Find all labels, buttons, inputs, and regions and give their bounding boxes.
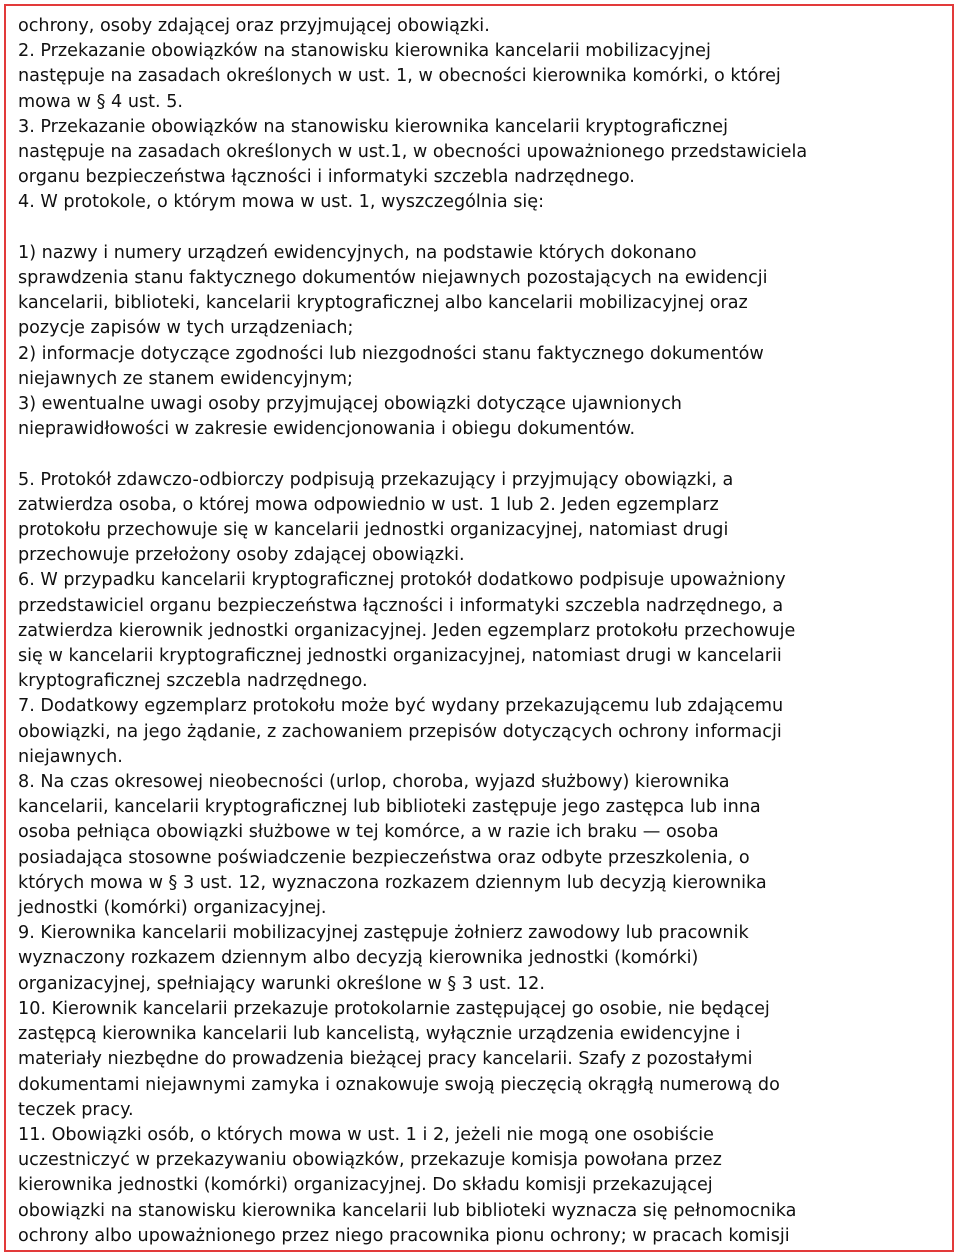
text-line: osoba pełniąca obowiązki służbowe w tej komórce, a w razie ich braku — osoba <box>18 822 719 843</box>
paragraph-p4 <box>18 190 948 215</box>
text-line: mowa w § 4 ust. 5. <box>18 91 184 112</box>
text-line: organizacyjnej, spełniający warunki określone w § 3 ust. 12. <box>18 973 545 994</box>
text-line: 7. Dodatkowy egzemplarz protokołu może być wydany przekazującemu lub zdającemu <box>18 696 784 717</box>
text-line: ochrony albo upoważnionego przez niego pracownika pionu ochrony; w pracach komisji <box>18 1225 790 1246</box>
text-line: materiały niezbędne do prowadzenia bieżącej pracy kancelarii. Szafy z pozostałymi <box>18 1049 753 1070</box>
text-line: 2) informacje dotyczące zgodności lub niezgodności stanu faktycznego dokumentów <box>18 343 764 364</box>
paragraph-intro <box>18 14 948 39</box>
text-line: nieprawidłowości w zakresie ewidencjonowania i obiegu dokumentów. <box>18 419 636 440</box>
document-page <box>4 4 954 1252</box>
text-line: 9. Kierownika kancelarii mobilizacyjnej zastępuje żołnierz zawodowy lub pracownik <box>18 923 749 944</box>
text-line: 8. Na czas okresowej nieobecności (urlop, choroba, wyjazd służbowy) kierownika <box>18 772 730 793</box>
text-line: kryptograficznej szczebla nadrzędnego. <box>18 671 368 692</box>
text-line: zatwierdza osoba, o której mowa odpowiednio w ust. 1 lub 2. Jeden egzemplarz <box>18 494 719 515</box>
text-line: 5. Protokół zdawczo-odbiorczy podpisują przekazujący i przyjmujący obowiązki, a <box>18 469 734 490</box>
paragraph-p4-list <box>18 241 948 443</box>
text-line: pozycje zapisów w tych urządzeniach; <box>18 318 354 339</box>
text-line: 1) nazwy i numery urządzeń ewidencyjnych, na podstawie których dokonano <box>18 242 697 263</box>
text-line: ochrony, osoby zdającej oraz przyjmującej obowiązki. <box>18 16 490 36</box>
text-line: następuje na zasadach określonych w ust.1, w obecności upoważnionego przedstawiciela <box>18 142 808 163</box>
text-line: teczek pracy. <box>18 1099 134 1120</box>
text-line: kancelarii, biblioteki, kancelarii kryptograficznej albo kancelarii mobilizacyjnej oraz <box>18 293 748 314</box>
paragraph-p2 <box>18 39 948 115</box>
text-line: protokołu przechowuje się w kancelarii jednostki organizacyjnej, natomiast drugi <box>18 520 729 541</box>
text-line: uczestniczyć w przekazywaniu obowiązków, przekazuje komisja powołana przez <box>18 1150 722 1171</box>
text-line: organu bezpieczeństwa łączności i informatyki szczebla nadrzędnego. <box>18 167 635 188</box>
text-line: przedstawiciel organu bezpieczeństwa łączności i informatyki szczebla nadrzędnego, a <box>18 595 784 616</box>
text-line: kancelarii, kancelarii kryptograficznej lub biblioteki zastępuje jego zastępca lub inna <box>18 797 761 818</box>
text-line: obowiązki na stanowisku kierownika kancelarii lub biblioteki wyznacza się pełnomocnika <box>18 1200 797 1221</box>
text-line: zastępcą kierownika kancelarii lub kancelistą, wyłącznie urządzenia ewidencyjne i <box>18 1024 741 1045</box>
paragraph-p9 <box>18 921 948 997</box>
text-line: których mowa w § 3 ust. 12, wyznaczona rozkazem dziennym lub decyzją kierownika <box>18 872 767 893</box>
paragraph-p6 <box>18 568 948 694</box>
paragraph-p10 <box>18 997 948 1123</box>
text-line: 6. W przypadku kancelarii kryptograficznej protokół dodatkowo podpisuje upoważniony <box>18 570 786 591</box>
paragraph-p5 <box>18 468 948 569</box>
text-line: przechowuje przełożony osoby zdającej obowiązki. <box>18 545 465 566</box>
text-line: 2. Przekazanie obowiązków na stanowisku kierownika kancelarii mobilizacyjnej <box>18 41 711 62</box>
text-line: wyznaczony rozkazem dziennym albo decyzją kierownika jednostki (komórki) <box>18 948 699 969</box>
paragraph-p7 <box>18 694 948 770</box>
text-line: dokumentami niejawnymi zamyka i oznakowuje swoją pieczęcią okrągłą numerową do <box>18 1074 780 1095</box>
text-line: się w kancelarii kryptograficznej jednostki organizacyjnej, natomiast drugi w kancelarii <box>18 646 782 667</box>
paragraph-p3 <box>18 115 948 191</box>
paragraph-p11 <box>18 1123 948 1249</box>
text-line: jednostki (komórki) organizacyjnej. <box>18 898 327 919</box>
text-line: następuje na zasadach określonych w ust. 1, w obecności kierownika komórki, o której <box>18 66 781 87</box>
text-line: sprawdzenia stanu faktycznego dokumentów niejawnych pozostających na ewidencji <box>18 268 768 289</box>
text-line: zatwierdza kierownik jednostki organizacyjnej. Jeden egzemplarz protokołu przechowuje <box>18 620 796 641</box>
text-line: kierownika jednostki (komórki) organizacyjnej. Do składu komisji przekazującej <box>18 1175 713 1196</box>
text-line: 10. Kierownik kancelarii przekazuje protokolarnie zastępującej go osobie, nie będącej <box>18 998 770 1019</box>
text-line: niejawnych ze stanem ewidencyjnym; <box>18 368 353 389</box>
text-line: 4. W protokole, o którym mowa w ust. 1, wyszczególnia się: <box>18 192 545 213</box>
document-body <box>18 14 948 1249</box>
text-line: 11. Obowiązki osób, o których mowa w ust. 1 i 2, jeżeli nie mogą one osobiście <box>18 1124 715 1145</box>
text-line: obowiązki, na jego żądanie, z zachowaniem przepisów dotyczących ochrony informacji <box>18 721 782 742</box>
text-line: 3. Przekazanie obowiązków na stanowisku kierownika kancelarii kryptograficznej <box>18 116 728 137</box>
text-line: niejawnych. <box>18 746 123 767</box>
paragraph-p8 <box>18 770 948 921</box>
text-line: posiadająca stosowne poświadczenie bezpieczeństwa oraz odbyte przeszkolenia, o <box>18 847 750 868</box>
text-line: 3) ewentualne uwagi osoby przyjmującej obowiązki dotyczące ujawnionych <box>18 394 682 415</box>
